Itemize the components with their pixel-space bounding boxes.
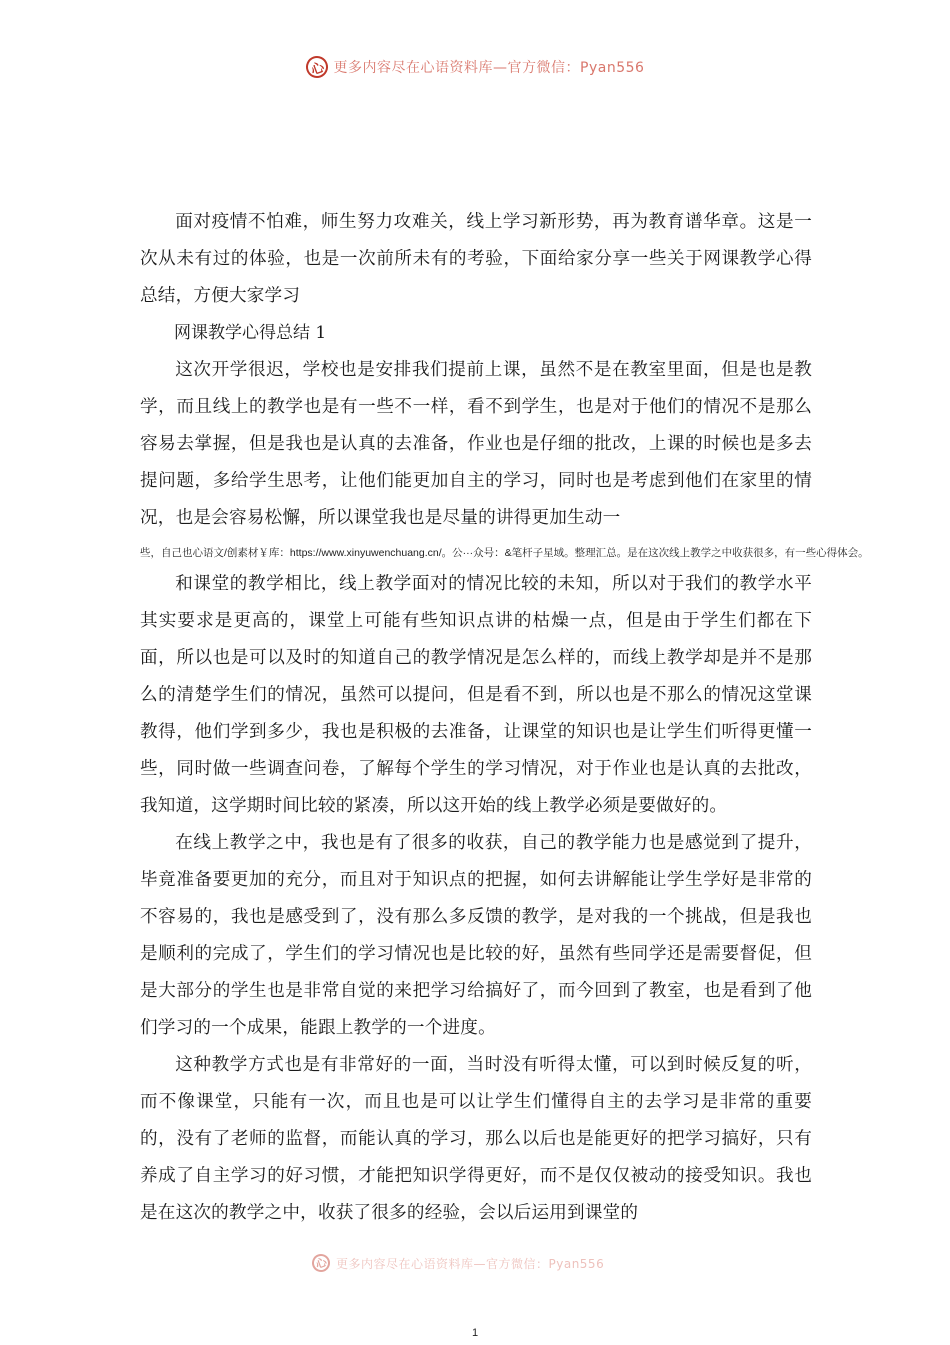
intro-paragraph: 面对疫情不怕难，师生努力攻难关，线上学习新形势，再为教育谱华章。这是一次从未有过的体验，也是一次前所未有的考验，下面给家分享一些关于网课教学心得总结，方便大家学习 — [140, 212, 812, 306]
paragraph-3: 在线上教学之中，我也是有了很多的收获，自己的教学能力也是感觉到了提升，毕竟准备要更加的充分，而且对于知识点的把握，如何去讲解能让学生学好是非常的不容易的，我也是感受到了，没有那么多反馈的教学，是对我的一个挑战，但是我也是顺利的完成了，学生们的学习情况也是比较的好，虽然有些同学还是需要督促，但是大部分的学生也是非常自觉的来把学习给搞好了，而今回到了教室，也是看到了他们学习的一个成果，能跟上教学的一个进度。 — [140, 833, 812, 1038]
page-number: 1 — [471, 1327, 479, 1339]
paragraph-1: 这次开学很迟，学校也是安排我们提前上课，虽然不是在教室里面，但是也是教学，而且线上的教学也是有一些不一样，看不到学生，也是对于他们的情况不是那么容易去掌握，但是我也是认真的去准备，作业也是仔细的批改，上课的时候也是多去提问题，多给学生思考，让他们能更加自主的学习，同时也是考虑到他们在家里的情况，也是会容易松懈，所以课堂我也是尽量的讲得更加生动一 — [140, 360, 812, 528]
brand-logo-icon: 心 — [302, 53, 330, 81]
inline-source-note: 些，自己也心语文/创素材￥库：https://www.xinyuwenchuang.cn/。公···众号：&笔杆子星域。整理汇总。是在这次线上教学之中收获很多，有一些心得体会。 — [140, 547, 869, 559]
paragraph-2: 和课堂的教学相比，线上教学面对的情况比较的未知，所以对于我们的教学水平其实要求是更高的，课堂上可能有些知识点讲的枯燥一点，但是由于学生们都在下面，所以也是可以及时的知道自己的教学情况是怎么样的，而线上教学却是并不是那么的清楚学生们的情况，虽然可以提问，但是看不到，所以也是不那么的情况这堂课教得，他们学到多少，我也是积极的去准备，让课堂的知识也是让学生们听得更懂一些，同时做一些调查问卷，了解每个学生的学习情况，对于作业也是认真的去批改，我知道，这学期时间比较的紧凑，所以这开始的线上教学必须是要做好的。 — [140, 574, 812, 816]
document-body — [140, 204, 869, 1232]
section-title: 网课教学心得总结 1 — [174, 323, 327, 343]
watermark — [312, 1254, 604, 1272]
header-text: 更多内容尽在心语资料库—官方微信：Pyan556 — [333, 60, 645, 76]
page-header — [0, 56, 950, 78]
watermark-logo-icon: 心 — [309, 1251, 332, 1274]
watermark-text: 更多内容尽在心语资料库—官方微信：Pyan556 — [336, 1256, 605, 1271]
paragraph-4: 这种教学方式也是有非常好的一面，当时没有听得太懂，可以到时候反复的听，而不像课堂，只能有一次，而且也是可以让学生们懂得自主的去学习是非常的重要的，没有了老师的监督，而能认真的学习，那么以后也是能更好的把学习搞好，只有养成了自主学习的好习惯，才能把知识学得更好，而不是仅仅被动的接受知识。我也是在这次的教学之中，收获了很多的经验，会以后运用到课堂的 — [140, 1055, 812, 1223]
